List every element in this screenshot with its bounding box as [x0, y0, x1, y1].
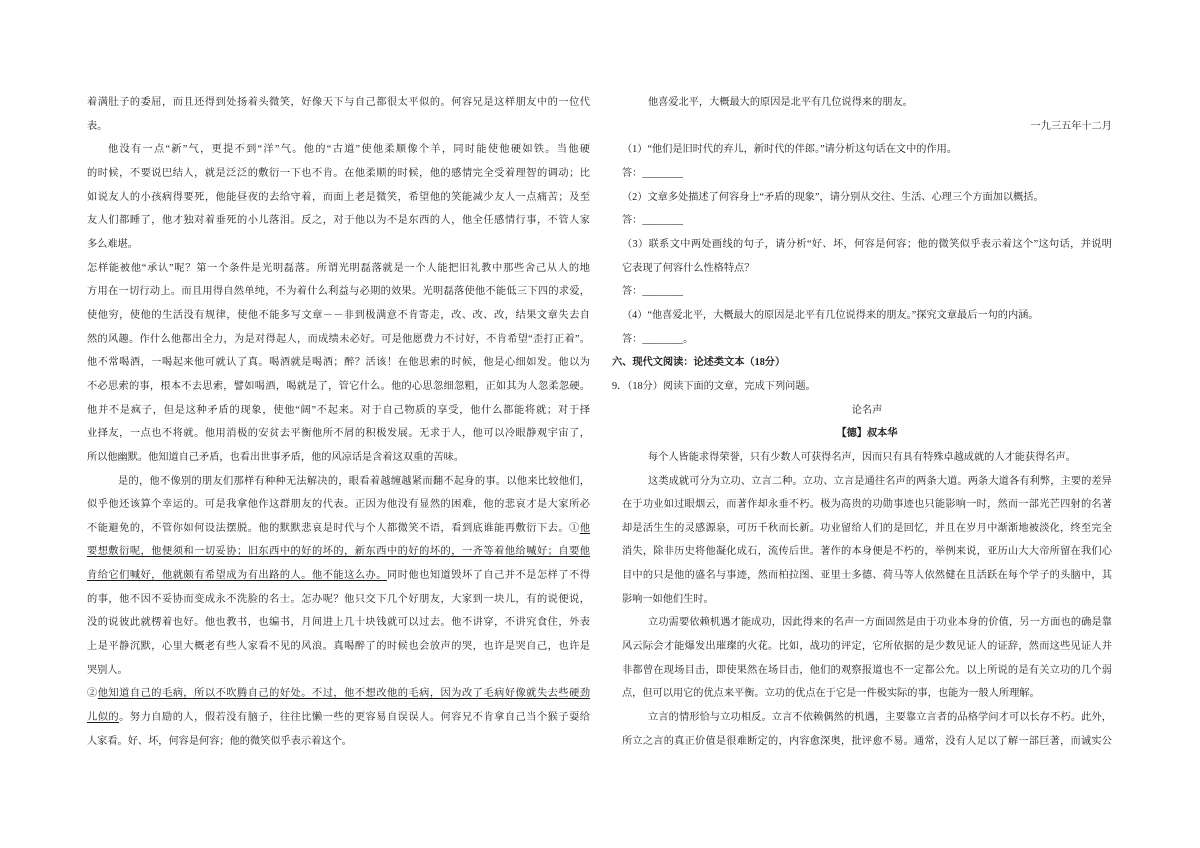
text-line — [87, 706, 590, 730]
underlined-sentence: 要想敷衍呢，他便须和一切妥协；旧东西中的好的坏的，新东西中的好的坏的，一齐等着他给喊好；自要他 — [87, 546, 590, 558]
text-line: 影响一如他们生时。 — [622, 593, 714, 605]
text-line: 然的风趣。作什么他都出全力，为是对得起人，而成绩未必好。可是他愿费力不讨好，不肯希望“歪打正着”。 — [87, 333, 590, 345]
text-line: （3）联系文中两处画线的句子，请分析“好、坏，何容是何容；他的微笑似乎表示着这个”这句话，并说明 — [622, 238, 1112, 250]
essay-paragraph — [622, 446, 1112, 470]
text-line: 他不常喝酒，一喝起来他可就认了真。喝酒就是喝酒；醉？活该！在他思索的时候，他是心细如发。他以为 — [87, 357, 590, 369]
text-line: 所以他幽默。他知道自己矛盾，也看出世事矛盾，他的风凉话是含着这双重的苦味。 — [87, 451, 464, 463]
answer-blank-3: 答：________ — [622, 286, 684, 298]
text-line: 多么难堪。 — [87, 238, 138, 250]
text-line: 着满肚子的委屈，而且还得到处扬着头微笑，好像天下与自己都很太平似的。何容兄是这样朋友中的一位代 — [87, 97, 590, 108]
paragraph — [87, 470, 590, 683]
essay-paragraph — [622, 706, 1112, 753]
underlined-sentence: 他 — [579, 522, 590, 534]
text-line: （2）文章多处描述了何容身上“矛盾的现象”，请分别从交往、生活、心理三个方面加以概括。 — [622, 191, 1044, 203]
paragraph — [87, 91, 590, 138]
text-line: 表。 — [87, 120, 108, 132]
text-segment: 同时他也知道毁坏了自己并不是怎样了不得 — [386, 570, 590, 582]
essay-date: 一九三五年十二月 — [1030, 120, 1112, 132]
text-line: 上是平静沉默，心里大概老有些人家看不见的风浪。真喝醉了的时候也会放声的哭，也许是哭自己，也许是 — [87, 641, 590, 653]
essay-author: 【德】叔本华 — [836, 428, 898, 440]
paragraph — [87, 682, 590, 753]
paragraph — [87, 138, 590, 256]
text-line: 立功需要依赖机遇才能成功，因此得来的名声一方面固然是由于功业本身的价值，另一方面也的确是靠 — [648, 617, 1112, 629]
closing-sentence: 他喜爱北平，大概最大的原因是北平有几位说得来的朋友。 — [648, 97, 913, 108]
text-line — [87, 517, 590, 541]
text-line: 没的说彼此就楞着也好。他也教书，也编书，月间进上几十块钱就可以过去。他不讲穿，不讲究食住，外表 — [87, 617, 590, 629]
text-segment: 。努力自励的人，假若没有脑子，往往比懒一些的更容易自误误人。何容兄不肯拿自己当个猴子耍给 — [119, 712, 590, 724]
essay-paragraph — [622, 470, 1112, 612]
text-line: 点，但可以用它的优点来平衡。立功的优点在于它是一件极实际的事，也能为一般人所理解。 — [622, 688, 1040, 700]
text-segment: 不能避免的，不管你如何设法摆脱。他的默默悲哀是时代与个人都微笑不语，看到底谁能再敷衍下去。① — [87, 522, 580, 534]
essay-paragraph — [622, 611, 1112, 706]
underlined-sentence: 儿似的 — [87, 712, 120, 724]
text-segment: ② — [87, 688, 98, 700]
text-line: 目中的只是他的盛名与事迹，然而柏拉图、亚里士多德、荷马等人依然健在且活跃在每个学子的头脑中，其 — [622, 570, 1112, 582]
question-2 — [622, 186, 1112, 210]
answer-blank-1: 答：________ — [622, 167, 684, 179]
text-line: 却是活生生的灵感源泉，可历千秋而长新。功业留给人们的是回忆，并且在岁月中渐渐地被淡化，终至完全 — [622, 522, 1112, 534]
text-line: 它表现了何容什么性格特点？ — [622, 262, 755, 274]
text-line: 方用在一切行动上。而且用得自然单纯，不为着什么利益与必期的效果。光明磊落使他不能低三下四的求爱， — [87, 286, 590, 298]
section-heading: 六、现代文阅读：论述类文本（18分） — [612, 357, 786, 369]
essay-title: 论名声 — [851, 404, 883, 416]
text-line: 每个人皆能求得荣誉，只有少数人可获得名声，因而只有具有特殊卓越成就的人才能获得名声。 — [648, 451, 1076, 463]
text-line: 他并不是疯子，但是这种矛盾的现象，使他“阔”不起来。对于自己物质的享受，他什么都能将就；对于择 — [87, 404, 590, 416]
question-3 — [622, 233, 1112, 280]
text-line: 的时候，不要说巴结人，就是泛泛的敷衍一下也不肯。在他柔顺的时候，他的感情完全受着理智的调动；比 — [87, 167, 590, 179]
text-line: 似乎他还该算个幸运的。可是我拿他作这群朋友的代表。正因为他没有显然的困难，他的悲哀才是大家所必 — [87, 499, 590, 511]
text-line: 的事，他不因不妥协而变成永不洗脸的名士。怎办呢？他只交下几个好朋友，大家到一块儿，有的说便说， — [87, 593, 590, 605]
text-line: 怎样能被他“承认”呢？第一个条件是光明磊落。所谓光明磊落就是一个人能把旧礼教中那些舍己从人的地 — [87, 262, 590, 274]
text-line: 非都曾在现场目击，即使果然在场目击，他们的观察报道也不一定都公允。以上所说的是有关立功的几个弱 — [622, 664, 1112, 676]
text-line: 消失，除非历史将他凝化成石，流传后世。著作的本身便是不朽的，举例来说，亚历山大大帝所留在我们心 — [622, 546, 1112, 558]
text-line: 在于功业如过眼烟云，而著作却永垂不朽。极为高贵的功勋事迹也只能影响一时，然而一部光芒四射的名著 — [622, 499, 1112, 511]
question-4 — [622, 304, 1112, 328]
text-line: 业择友，一点也不将就。他用消极的安贫去平衡他所不屑的积极发展。无求于人，他可以冷眼静观宇宙了， — [87, 428, 590, 440]
left-column — [87, 91, 590, 753]
text-line: 哭别人。 — [87, 664, 128, 676]
underlined-sentence: 肯给它们喊好，他就颇有希望成为有出路的人。他不能这么办。 — [87, 570, 387, 582]
question-9-prompt: 9．（18分）阅读下面的文章，完成下列问题。 — [612, 380, 816, 392]
text-line: 是的，他不像别的朋友们那样有种种无法解决的，眼看着越缠越紧而翻不起身的事。以他来比较他们， — [118, 475, 590, 487]
paragraph — [87, 257, 590, 470]
text-line — [87, 564, 590, 588]
question-1 — [622, 138, 1112, 162]
text-line: 风云际会才能爆发出璀璨的火花。比如，战功的评定，它所依据的是少数见证人的证辞，然而这些见证人并 — [622, 641, 1112, 653]
text-line: 所立之言的真正价值是很难断定的，内容愈深奥，批评愈不易。通常，没有人足以了解一部巨著，而诚实公 — [622, 735, 1112, 747]
text-line — [87, 682, 590, 706]
text-line: 使他穷，使他的生活没有规律，使他不能多写文章－－非到极满意不肯寄走，改、改、改，结果文章失去自 — [87, 309, 590, 321]
answer-blank-4: 答：________。 — [622, 333, 694, 345]
text-line: 他没有一点“新”气，更提不到“洋”气。他的“古道”使他柔顺像个羊，同时能使他硬如铁。当他硬 — [108, 144, 590, 156]
text-line: 如说友人的小孩病得要死，他能昼夜的去给守着，而面上老是微笑，希望他的笑能减少友人一点痛苦；及至 — [87, 191, 590, 203]
text-line: 立言的情形恰与立功相反。立言不依赖偶然的机遇，主要靠立言者的品格学问才可以长存不朽。此外， — [648, 712, 1112, 724]
text-line: 人家看。好、坏，何容是何容；他的微笑似乎表示着这个。 — [87, 735, 352, 747]
text-line: 不必思索的事，根本不去思索，譬如喝酒，喝就是了，管它什么。他的心思忽细忽粗，正如其为人忽柔忽硬。 — [87, 380, 590, 392]
answer-blank-2: 答：________ — [622, 215, 684, 227]
text-line: 友人们都睡了，他才独对着垂死的小儿落泪。反之，对于他以为不是东西的人，他全任感情行事，不管人家 — [87, 215, 590, 227]
underlined-sentence: 他知道自己的毛病，所以不吹腾自己的好处。不过，他不想改他的毛病，因为改了毛病好像就失去些硬劲 — [97, 688, 590, 700]
text-line: （4）“他喜爱北平，大概最大的原因是北平有几位说得来的朋友。”探究文章最后一句的内涵。 — [622, 309, 1039, 321]
right-column — [612, 91, 1112, 753]
text-line — [87, 540, 590, 564]
text-line: （1）“他们是旧时代的弃儿，新时代的伴郎。”请分析这句话在文中的作用。 — [622, 144, 958, 156]
text-line: 这类成就可分为立功、立言二种。立功、立言是通往名声的两条大道。两条大道各有利弊，主要的差异 — [648, 475, 1112, 487]
